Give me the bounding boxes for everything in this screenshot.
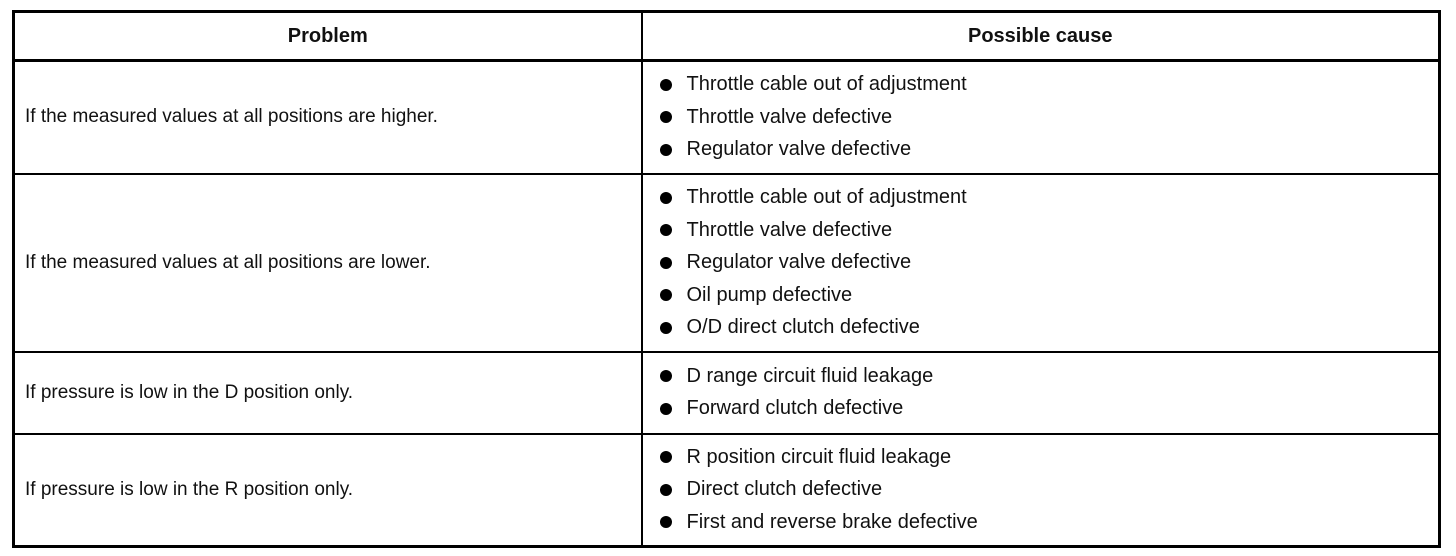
cause-list (660, 441, 1439, 539)
cause-item (660, 134, 1439, 167)
cause-item (660, 69, 1439, 102)
cause-list (660, 69, 1439, 167)
cause-cell (642, 434, 1440, 547)
bullet-icon (660, 111, 672, 123)
problem-cell: If the measured values at all positions are lower. (14, 174, 642, 352)
cause-item (660, 474, 1439, 507)
bullet-icon (660, 192, 672, 204)
bullet-icon (660, 289, 672, 301)
cause-text: Forward clutch defective (686, 397, 904, 420)
cause-text: Throttle valve defective (686, 105, 893, 128)
cause-item (660, 311, 1439, 344)
problem-cell: If pressure is low in the R position only. (14, 434, 642, 547)
bullet-icon (660, 403, 672, 415)
cause-cell (642, 174, 1440, 352)
diagnosis-table (12, 10, 1441, 548)
bullet-icon (660, 322, 672, 334)
problem-cell: If the measured values at all positions are higher. (14, 61, 642, 174)
cause-item (660, 506, 1439, 539)
cause-item (660, 246, 1439, 279)
problem-cell: If pressure is low in the D position only. (14, 352, 642, 434)
cause-cell (642, 352, 1440, 434)
cause-text: D range circuit fluid leakage (686, 364, 934, 387)
cause-item (660, 101, 1439, 134)
cause-text: O/D direct clutch defective (686, 316, 920, 338)
cause-item (660, 393, 1439, 426)
table-row (14, 61, 1440, 174)
cause-list (660, 181, 1439, 344)
table-row (14, 434, 1440, 547)
bullet-icon (660, 144, 672, 156)
cause-item (660, 441, 1439, 474)
bullet-icon (660, 451, 672, 463)
table-header (14, 12, 1440, 61)
cause-text: Direct clutch defective (686, 478, 883, 501)
cause-text: R position circuit fluid leakage (686, 445, 952, 468)
bullet-icon (660, 516, 672, 528)
cause-item (660, 279, 1439, 312)
cause-text: Regulator valve defective (686, 251, 912, 273)
cause-text: Regulator valve defective (686, 138, 912, 161)
cause-text: Throttle valve defective (686, 218, 893, 241)
cause-item (660, 360, 1439, 393)
cause-item (660, 181, 1439, 214)
header-row (14, 12, 1440, 61)
bullet-icon (660, 484, 672, 496)
cause-text: Oil pump defective (686, 283, 853, 306)
bullet-icon (660, 224, 672, 236)
cause-item (660, 214, 1439, 247)
problem-column-header: Problem (14, 12, 642, 61)
bullet-icon (660, 370, 672, 382)
table-row (14, 352, 1440, 434)
possible-cause-column-header: Possible cause (642, 12, 1440, 61)
cause-text: Throttle cable out of adjustment (686, 73, 967, 96)
cause-cell (642, 61, 1440, 174)
cause-text: Throttle cable out of adjustment (686, 186, 967, 208)
bullet-icon (660, 257, 672, 269)
cause-list (660, 360, 1439, 425)
document-sheet (12, 10, 1438, 548)
bullet-icon (660, 79, 672, 91)
cause-text: First and reverse brake defective (686, 510, 978, 533)
table-body (14, 61, 1440, 547)
table-row (14, 174, 1440, 352)
